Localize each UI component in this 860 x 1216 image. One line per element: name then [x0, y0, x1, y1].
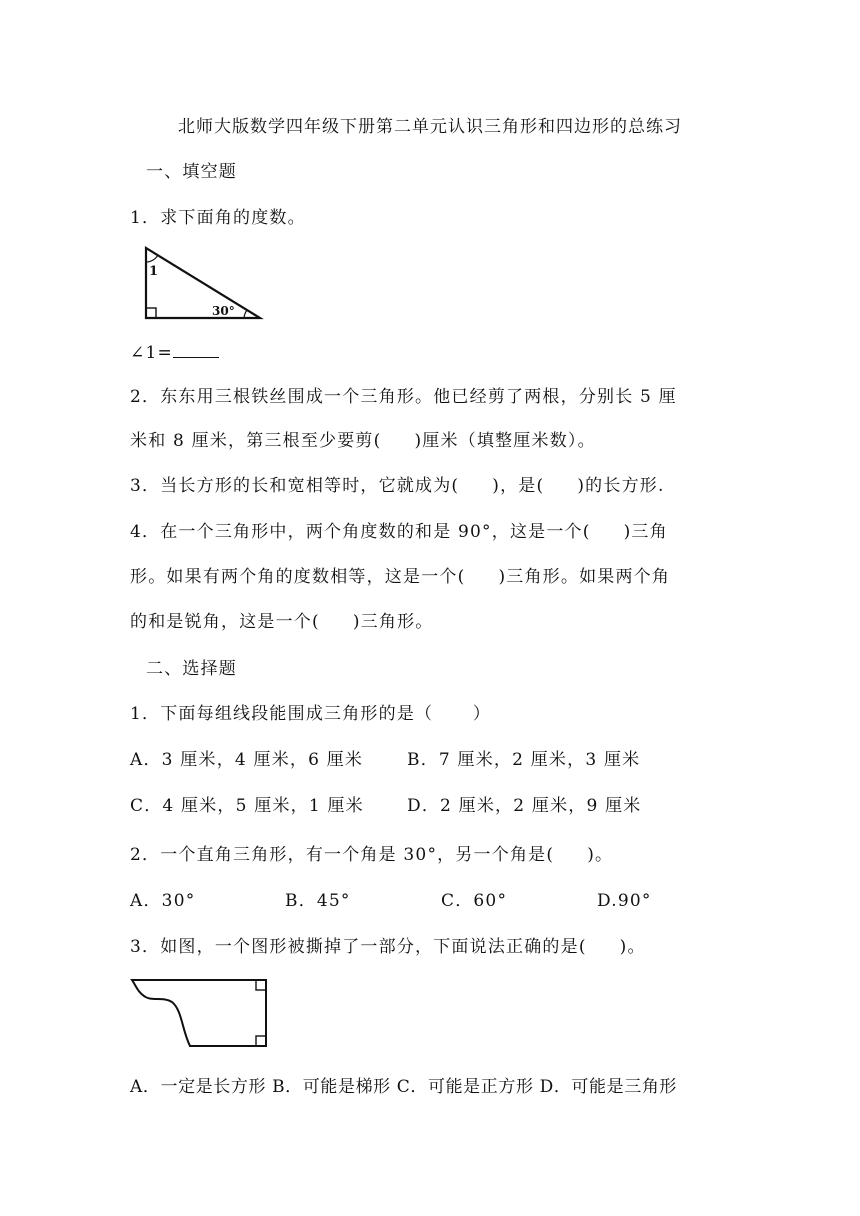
question-1-text: 1．求下面角的度数。: [130, 208, 306, 228]
mc-question-2-text: 2．一个直角三角形，有一个角是 30°，另一个角是( )。: [130, 845, 614, 865]
angle-1-label: 1: [149, 264, 159, 279]
mc-q2-option-b: B．45°: [285, 891, 351, 911]
question-4-line-1: 4．在一个三角形中，两个角度数的和是 90°，这是一个( )三角: [130, 522, 668, 542]
answer-blank[interactable]: [173, 343, 219, 358]
section-heading-fill-blank: 一、填空题: [146, 162, 237, 182]
question-4-line-2: 形。如果有两个角的度数相等，这是一个( )三角形。如果两个角: [130, 567, 671, 587]
torn-shape-figure: [128, 974, 272, 1052]
question-2-line-1: 2．东东用三根铁丝围成一个三角形。他已经剪了两根，分别长 5 厘: [130, 387, 677, 407]
document-title: 北师大版数学四年级下册第二单元认识三角形和四边形的总练习: [178, 117, 682, 137]
mc-q2-option-a: A．30°: [130, 891, 196, 911]
mc-q1-option-d: D．2 厘米，2 厘米，9 厘米: [407, 796, 642, 816]
question-3-line-1: 3．当长方形的长和宽相等时，它就成为( )，是( )的长方形.: [130, 476, 665, 496]
angle-answer-prefix: ∠1=: [130, 343, 173, 363]
section-heading-multiple-choice: 二、选择题: [146, 659, 237, 679]
question-2-line-2: 米和 8 厘米，第三根至少要剪( )厘米（填整厘米数）。: [130, 431, 596, 451]
mc-question-1-text: 1．下面每组线段能围成三角形的是（ ）: [130, 704, 492, 724]
mc-question-3-text: 3．如图，一个图形被撕掉了一部分，下面说法正确的是( )。: [130, 937, 646, 957]
mc-q2-option-c: C．60°: [441, 891, 508, 911]
question-4-line-3: 的和是锐角，这是一个( )三角形。: [130, 612, 434, 632]
angle-30-label: 30°: [212, 304, 235, 318]
mc-q1-option-a: A．3 厘米，4 厘米，6 厘米: [130, 750, 364, 770]
mc-q3-options: A．一定是长方形 B．可能是梯形 C．可能是正方形 D．可能是三角形: [130, 1077, 678, 1097]
mc-q1-option-c: C．4 厘米，5 厘米，1 厘米: [130, 796, 364, 816]
mc-q1-option-b: B．7 厘米，2 厘米，3 厘米: [407, 750, 641, 770]
right-triangle-figure: [138, 244, 268, 324]
mc-q2-option-d: D.90°: [597, 891, 652, 911]
angle-answer-line: [130, 343, 219, 363]
